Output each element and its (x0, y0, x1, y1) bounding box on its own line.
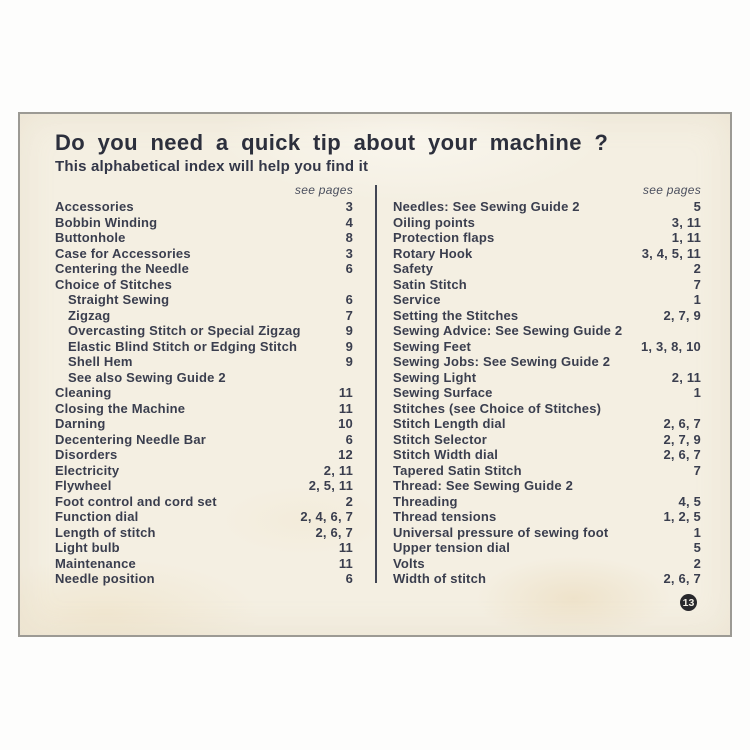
index-right-column (393, 183, 701, 587)
index-entry (393, 494, 701, 510)
page-title: Do you need a quick tip about your machine ? (55, 130, 609, 155)
index-entry (393, 540, 701, 556)
entry-label: Upper tension dial (393, 540, 511, 555)
index-entry (393, 370, 701, 386)
entry-pages: 6 (345, 571, 353, 586)
index-entry (393, 432, 701, 448)
entry-pages: 6 (345, 292, 353, 307)
index-left-column (55, 183, 353, 587)
entry-pages: 9 (345, 338, 353, 354)
entry-label: Decentering Needle Bar (55, 431, 207, 447)
index-entry (55, 277, 353, 293)
entry-pages: 3 (345, 199, 353, 214)
entry-pages: 2, 11 (671, 369, 701, 385)
entry-label: Case for Accessories (55, 245, 191, 261)
entry-label: Electricity (55, 462, 120, 478)
entry-pages: 11 (338, 555, 353, 571)
entry-label: Sewing Feet (393, 338, 472, 354)
index-entry (393, 556, 701, 572)
entry-label: Choice of Stitches (55, 276, 173, 292)
index-entry (393, 463, 701, 479)
entry-pages: 8 (345, 230, 353, 245)
entry-pages: 1 (693, 385, 701, 400)
entry-label: Sewing Light (393, 369, 477, 385)
column-divider (375, 185, 377, 583)
entry-label: Service (393, 292, 441, 307)
entry-label: Stitch Selector (393, 431, 488, 447)
index-entry (55, 478, 353, 494)
entry-label: Thread tensions (393, 509, 497, 524)
entry-label: Elastic Blind Stitch or Edging Stitch (68, 338, 298, 354)
index-entry (393, 354, 701, 370)
index-entry (55, 509, 353, 525)
index-entry (393, 277, 701, 293)
entry-pages: 2, 4, 6, 7 (300, 509, 353, 524)
entry-label: Buttonhole (55, 230, 126, 245)
entry-label: Rotary Hook (393, 245, 473, 261)
index-entry (55, 525, 353, 541)
entry-label: Safety (393, 261, 434, 276)
entry-pages: 7 (345, 307, 353, 323)
entry-pages: 2, 5, 11 (308, 478, 353, 493)
entry-pages: 2, 11 (323, 462, 353, 478)
entry-label: Darning (55, 416, 106, 431)
entry-label: Cleaning (55, 385, 112, 400)
index-entry (393, 478, 701, 494)
entry-label: Light bulb (55, 540, 120, 555)
entry-pages: 2 (693, 555, 701, 571)
index-entry (393, 385, 701, 401)
index-entry (393, 401, 701, 417)
entry-label: Universal pressure of sewing foot (393, 524, 609, 540)
entry-pages: 4, 5 (678, 493, 701, 509)
index-entry (55, 354, 353, 370)
index-entry (55, 571, 353, 587)
entry-label: Needles: See Sewing Guide 2 (393, 199, 580, 214)
entry-pages: 12 (338, 447, 353, 462)
index-entry (55, 246, 353, 262)
page-number-badge: 13 (680, 594, 697, 611)
entry-pages: 2 (345, 493, 353, 509)
entry-pages: 7 (693, 462, 701, 478)
entry-pages: 3 (345, 245, 353, 261)
index-entry (55, 370, 353, 386)
index-entry (55, 199, 353, 215)
entry-pages: 2, 6, 7 (663, 416, 701, 431)
index-entry (393, 199, 701, 215)
entry-label: Bobbin Winding (55, 214, 158, 230)
entry-pages: 2, 6, 7 (315, 524, 353, 540)
entry-label: Satin Stitch (393, 276, 467, 292)
entry-pages: 1 (693, 292, 701, 307)
index-entry (55, 230, 353, 246)
entry-pages: 5 (693, 540, 701, 555)
index-entry (55, 323, 353, 339)
index-entry (393, 416, 701, 432)
index-entry (55, 401, 353, 417)
see-pages-label: see pages (294, 183, 353, 197)
entry-label: Thread: See Sewing Guide 2 (393, 478, 574, 493)
entry-pages: 2, 7, 9 (663, 307, 701, 323)
index-entry (393, 261, 701, 277)
entry-label: Stitches (see Choice of Stitches) (393, 400, 602, 416)
index-entry (393, 215, 701, 231)
entry-label: Accessories (55, 199, 134, 214)
entry-pages: 10 (338, 416, 353, 431)
entry-pages: 2, 6, 7 (663, 571, 701, 586)
entry-label: Protection flaps (393, 230, 495, 245)
entry-label: Flywheel (55, 478, 112, 493)
index-entry (55, 432, 353, 448)
entry-label: Zigzag (68, 307, 111, 323)
entry-label: Closing the Machine (55, 400, 186, 416)
index-entry (55, 385, 353, 401)
entry-pages: 1 (693, 524, 701, 540)
entry-pages: 9 (345, 323, 353, 338)
entry-label: Maintenance (55, 555, 136, 571)
index-entry (55, 447, 353, 463)
entry-label: Shell Hem (68, 354, 133, 369)
index-entry (393, 246, 701, 262)
entry-label: Volts (393, 555, 425, 571)
entry-label: Setting the Stitches (393, 307, 519, 323)
manual-page (18, 112, 732, 637)
index-entry (393, 292, 701, 308)
index-entry (55, 292, 353, 308)
entry-pages: 11 (338, 385, 353, 400)
index-entry (393, 571, 701, 587)
index-entry (393, 509, 701, 525)
index-entry (393, 308, 701, 324)
entry-label: Width of stitch (393, 571, 487, 586)
entry-label: Function dial (55, 509, 139, 524)
entry-pages: 11 (338, 540, 353, 555)
entry-label: Sewing Surface (393, 385, 493, 400)
entry-label: Sewing Jobs: See Sewing Guide 2 (393, 354, 611, 369)
entry-pages: 6 (345, 261, 353, 276)
index-entry (393, 230, 701, 246)
entry-label: Stitch Width dial (393, 447, 499, 462)
entry-label: Stitch Length dial (393, 416, 506, 431)
entry-label: Disorders (55, 447, 118, 462)
entry-pages: 9 (345, 354, 353, 369)
index-entry (393, 447, 701, 463)
page-subtitle: This alphabetical index will help you find it (55, 158, 369, 175)
index-entry (55, 339, 353, 355)
entry-label: See also Sewing Guide 2 (68, 369, 226, 385)
entry-pages: 6 (345, 431, 353, 447)
index-entry (55, 308, 353, 324)
entry-pages: 7 (693, 276, 701, 292)
entry-pages: 2, 6, 7 (663, 447, 701, 462)
entry-pages: 2 (693, 261, 701, 276)
index-entry (393, 323, 701, 339)
entry-pages: 1, 2, 5 (663, 509, 701, 524)
entry-label: Overcasting Stitch or Special Zigzag (68, 323, 301, 338)
index-entry (55, 556, 353, 572)
index-entry (55, 540, 353, 556)
entry-label: Threading (393, 493, 458, 509)
entry-label: Centering the Needle (55, 261, 190, 276)
entry-pages: 4 (345, 214, 353, 230)
entry-pages: 3, 11 (671, 214, 701, 230)
entry-label: Needle position (55, 571, 155, 586)
entry-label: Length of stitch (55, 524, 156, 540)
index-entry (55, 215, 353, 231)
index-entry (55, 416, 353, 432)
see-pages-label: see pages (642, 183, 701, 197)
index-entry (393, 525, 701, 541)
entry-pages: 11 (338, 400, 353, 416)
entry-label: Oiling points (393, 214, 476, 230)
index-entry (55, 463, 353, 479)
entry-label: Straight Sewing (68, 292, 170, 307)
index-entry (55, 494, 353, 510)
entry-label: Foot control and cord set (55, 493, 217, 509)
index-entry (393, 339, 701, 355)
entry-pages: 2, 7, 9 (663, 431, 701, 447)
entry-pages: 3, 4, 5, 11 (641, 245, 701, 261)
entry-pages: 5 (693, 199, 701, 214)
entry-label: Tapered Satin Stitch (393, 462, 522, 478)
index-entry (55, 261, 353, 277)
entry-pages: 1, 3, 8, 10 (640, 338, 701, 354)
entry-label: Sewing Advice: See Sewing Guide 2 (393, 323, 623, 338)
entry-pages: 1, 11 (671, 230, 701, 245)
